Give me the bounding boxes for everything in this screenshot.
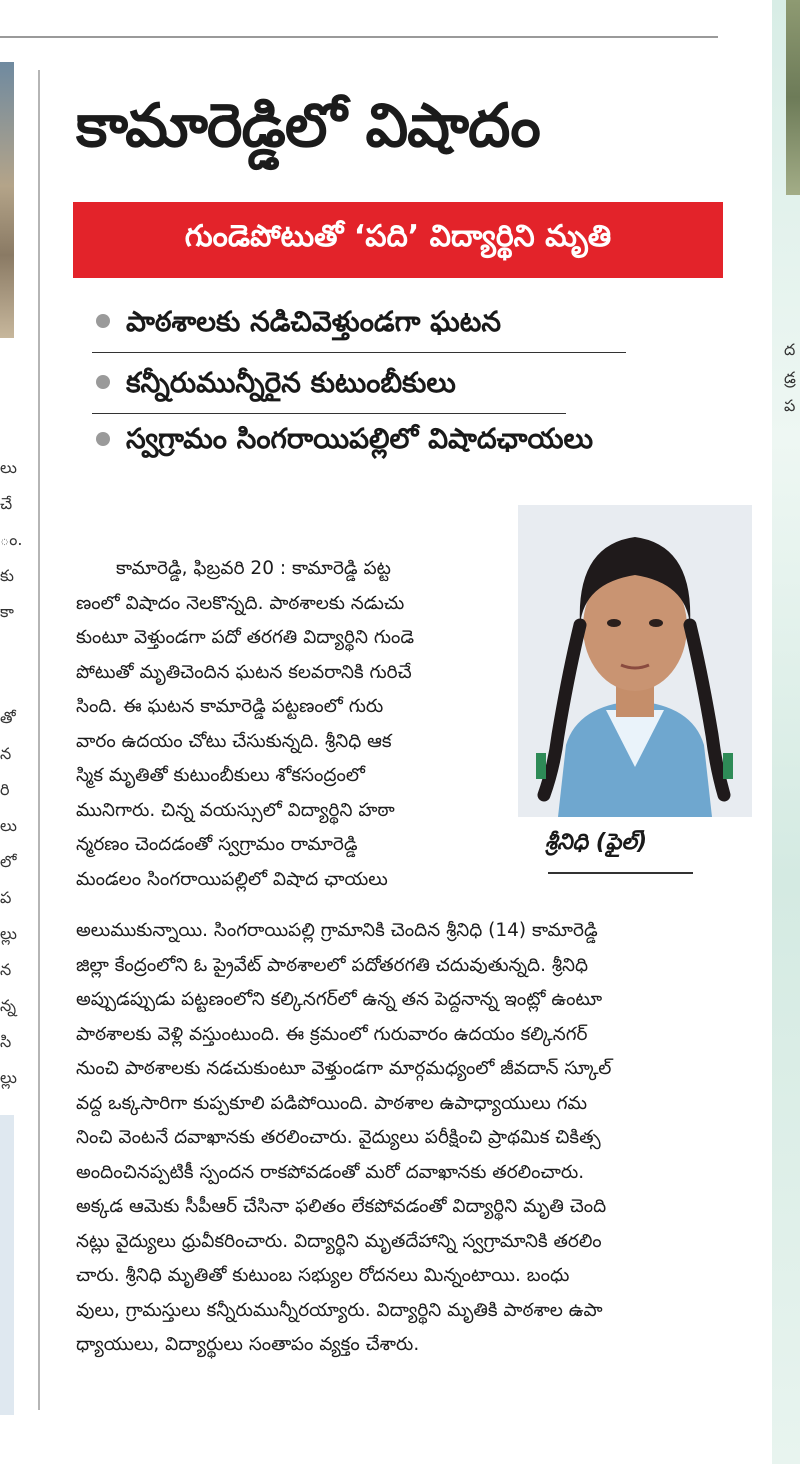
photo-caption: శ్రీనిధి (ఫైల్) xyxy=(545,830,648,855)
neighbor-fragment: చే xyxy=(0,494,13,513)
caption-underline xyxy=(548,872,693,874)
body-text-narrow xyxy=(76,552,503,897)
body-line: సింది. ఈ ఘటన కామారెడ్డి పట్టణంలో గురు xyxy=(76,696,384,717)
highlight-item: పాఠశాలకు నడిచివెళ్తుండగా ఘటన xyxy=(92,292,626,353)
body-line: పోటుతో మృతిచెందిన ఘటన కలవరానికి గురిచే xyxy=(76,661,412,683)
body-text-wide xyxy=(76,914,756,1363)
body-line: వద్ద ఒక్కసారిగా కుప్పకూలి పడిపోయింది. పాఠశాల ఉపాధ్యాయులు గమ xyxy=(76,1092,588,1114)
body-line: అలుముకున్నాయి. సింగరాయిపల్లి గ్రామానికి చెందిన శ్రీనిధి (14) కామారెడ్డి xyxy=(76,920,598,941)
body-line: ధ్యాయులు, విద్యార్థులు సంతాపం వ్యక్తం చేశారు. xyxy=(76,1334,420,1355)
body-line: అక్కడ ఆమెకు సీపీఆర్ చేసినా ఫలితం లేకపోవడంతో విద్యార్థిని మృతి చెంది xyxy=(76,1196,607,1217)
body-line: నించి వెంటనే దవాఖానకు తరలించారు. వైద్యులు పరీక్షించి ప్రాథమిక చికిత్స xyxy=(76,1127,601,1148)
body-line: జిల్లా కేంద్రంలోని ఓ ప్రైవేట్ పాఠశాలలో పదోతరగతి చదువుతున్నది. శ్రీనిధి xyxy=(76,954,589,976)
neighbor-fragment: లో xyxy=(0,852,17,871)
neighbor-fragment: కు xyxy=(0,566,14,585)
neighbor-fragment: ల్లు xyxy=(0,1068,17,1087)
neighbor-fragment: తో xyxy=(0,708,16,727)
neighbor-fragment: న xyxy=(0,960,12,979)
neighbor-fragment: ప xyxy=(0,888,12,907)
left-neighbor-text-b xyxy=(0,700,20,1096)
body-line: నట్లు వైద్యులు ధ్రువీకరించారు. విద్యార్థిని మృతదేహాన్ని స్వగ్రామానికి తరలిం xyxy=(76,1230,602,1252)
subheadline: గుండెపోటుతో ‘పది’ విద్యార్థిని మృతి xyxy=(184,219,612,254)
body-line: మునిగారు. చిన్న వయస్సులో విద్యార్థిని హఠా xyxy=(76,799,395,821)
body-line: కుంటూ వెళ్తుండగా పదో తరగతి విద్యార్థిని గుండె xyxy=(76,627,415,648)
body-line: న్మరణం చెందడంతో స్వగ్రామం రామారెడ్డి xyxy=(76,834,358,855)
left-neighbor-box xyxy=(0,1115,14,1415)
highlight-item: స్వగ్రామం సింగరాయిపల్లిలో విషాదఛాయలు xyxy=(92,414,632,464)
body-line: నుంచి పాఠశాలకు నడచుకుంటూ వెళ్తుండగా మార్గమధ్యంలో జీవదాన్ స్కూల్ xyxy=(76,1058,612,1079)
neighbor-fragment: లు xyxy=(0,816,17,835)
body-line: వులు, గ్రామస్తులు కన్నీరుమున్నీరయ్యారు. విద్యార్థిని మృతికి పాఠశాల ఉపా xyxy=(76,1299,603,1321)
neighbor-fragment: న్న xyxy=(0,996,16,1015)
subheadline-banner xyxy=(73,202,723,278)
neighbor-fragment: ద xyxy=(784,340,796,359)
body-line: ణంలో విషాదం నెలకొన్నది. పాఠశాలకు నడుచు xyxy=(76,592,405,614)
left-neighbor-text-a xyxy=(0,450,23,630)
neighbor-fragment: న xyxy=(0,744,12,763)
body-line: అందించినప్పటికీ స్పందన రాకపోవడంతో మరో దవాఖానకు తరలించారు. xyxy=(76,1161,585,1183)
highlight-item: కన్నీరుమున్నీరైన కుటుంబీకులు xyxy=(92,353,566,414)
top-divider xyxy=(0,36,718,38)
body-line: చారు. శ్రీనిధి మృతితో కుటుంబ సభ్యుల రోదనలు మిన్నంటాయి. బంధు xyxy=(76,1265,570,1286)
right-neighbor-photo xyxy=(786,0,800,195)
body-line: మండలం సింగరాయిపల్లిలో విషాద ఛాయలు xyxy=(76,868,388,890)
student-portrait-photo xyxy=(518,505,752,817)
neighbor-fragment: సి xyxy=(0,1032,12,1051)
right-neighbor-text xyxy=(784,336,800,420)
neighbor-fragment: కా xyxy=(0,602,14,621)
right-neighbor-edge xyxy=(772,0,800,1464)
body-line: వారం ఉదయం చోటు చేసుకున్నది. శ్రీనిధి ఆక xyxy=(76,730,392,752)
portrait-illustration xyxy=(518,505,752,817)
column-divider xyxy=(38,70,40,1410)
body-line: పాఠశాలకు వెళ్లి వస్తుంటుంది. ఈ క్రమంలో గురువారం ఉదయం కల్కినగర్ xyxy=(76,1023,588,1045)
left-neighbor-photo xyxy=(0,62,14,338)
body-line: అప్పుడప్పుడు పట్టణంలోని కల్కినగర్‌లో ఉన్న తన పెద్దనాన్న ఇంట్లో ఉంటూ xyxy=(76,989,603,1010)
headline: కామారెడ్డిలో విషాదం xyxy=(76,91,540,161)
neighbor-fragment: లు xyxy=(0,458,17,477)
neighbor-fragment: ం. xyxy=(0,530,23,549)
body-line: స్మిక మృతితో కుటుంబీకులు శోకసంద్రంలో xyxy=(76,765,365,786)
top-neighbor-strip xyxy=(0,0,720,10)
highlights-list xyxy=(92,292,632,464)
neighbor-fragment: రి xyxy=(0,780,10,799)
neighbor-fragment: ల్లు xyxy=(0,924,17,943)
neighbor-fragment: ప xyxy=(784,396,796,415)
body-line: కామారెడ్డి, ఫిబ్రవరి 20 : కామారెడ్డి పట్ట xyxy=(116,558,391,579)
neighbor-fragment: డ్ర xyxy=(784,368,796,387)
